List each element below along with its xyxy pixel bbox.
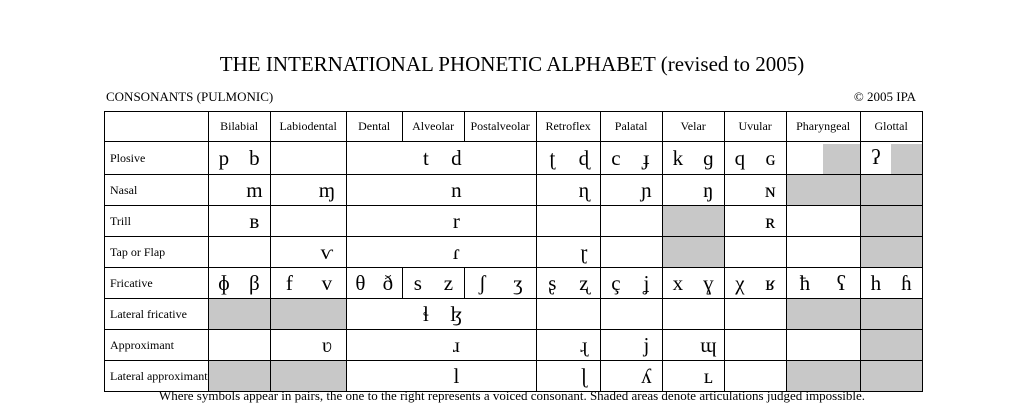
row-approximant — [105, 330, 923, 361]
row-label: Trill — [105, 206, 209, 237]
symbol-voiced: ɡ — [703, 145, 714, 170]
cell-tap-pharyngeal — [786, 237, 860, 268]
row-trill — [105, 206, 923, 237]
row-nasal — [105, 175, 923, 206]
cell-approximant-uvular — [724, 330, 786, 361]
consonant-table — [104, 111, 923, 392]
symbol-voiceless: x — [672, 270, 684, 295]
cell-fricative-postalveolar — [464, 268, 536, 299]
cell-fricative-glottal — [860, 268, 922, 299]
cell-fricative-retroflex — [536, 268, 600, 299]
cell-approximant-alveolar — [346, 330, 536, 361]
symbol-voiced: z — [443, 270, 454, 295]
symbol-voiced: ɲ — [641, 177, 652, 202]
row-lateral-fricative — [105, 299, 923, 330]
symbol-voiceless: c — [611, 145, 621, 170]
row-label: Fricative — [105, 268, 209, 299]
header-corner — [105, 112, 209, 142]
cell-nasal-retroflex — [536, 175, 600, 206]
row-plosive — [105, 142, 923, 175]
symbol-voiced: ʝ — [643, 270, 650, 295]
symbol-voiced: j — [643, 332, 650, 357]
symbol-voiced: ʎ — [641, 363, 652, 388]
cell-nasal-palatal — [600, 175, 662, 206]
symbol-voiceless: ʂ — [548, 270, 557, 295]
cell-lateral-fricative-palatal — [600, 299, 662, 330]
cell-approximant-labiodental — [270, 330, 346, 361]
symbol-voiced: ʒ — [513, 270, 523, 295]
symbol-voiced: ʟ — [703, 363, 713, 388]
cell-trill-velar — [662, 206, 724, 237]
symbol-voiced: r — [452, 208, 460, 233]
symbol-voiced: ⱱ — [320, 239, 334, 264]
col-velar: Velar — [662, 112, 724, 142]
col-dental: Dental — [346, 112, 402, 142]
symbol-voiced: ɢ — [765, 145, 776, 170]
cell-trill-palatal — [600, 206, 662, 237]
symbol-voiceless: ɬ — [422, 301, 429, 326]
symbol-voiced: ɱ — [318, 177, 336, 202]
cell-fricative-palatal — [600, 268, 662, 299]
col-glottal: Glottal — [860, 112, 922, 142]
copyright-notice: © 2005 IPA — [853, 89, 916, 104]
cell-tap-glottal — [860, 237, 922, 268]
cell-trill-bilabial — [208, 206, 270, 237]
symbol-voiced: d — [451, 145, 462, 170]
cell-approximant-velar — [662, 330, 724, 361]
symbol-voiced: ɣ — [703, 270, 714, 295]
cell-approximant-retroflex — [536, 330, 600, 361]
symbol-voiced: ʐ — [579, 270, 589, 295]
col-retroflex: Retroflex — [536, 112, 600, 142]
cell-lateral-fricative-alveolar — [346, 299, 536, 330]
row-label: Lateral fricative — [105, 299, 209, 330]
symbol-voiced: ɖ — [578, 145, 590, 170]
row-fricative — [105, 268, 923, 299]
cell-nasal-pharyngeal — [786, 175, 860, 206]
symbol-voiced: ʁ — [765, 270, 776, 295]
cell-lateral-fricative-velar — [662, 299, 724, 330]
symbol-voiced: β — [249, 270, 260, 295]
symbol-voiceless: ħ — [799, 270, 811, 295]
cell-lateral-fricative-uvular — [724, 299, 786, 330]
symbol-voiceless: h — [870, 270, 882, 295]
cell-nasal-alveolar — [346, 175, 536, 206]
section-label: CONSONANTS (PULMONIC) — [106, 89, 274, 104]
col-palatal: Palatal — [600, 112, 662, 142]
cell-approximant-palatal — [600, 330, 662, 361]
symbol-voiced: ɮ — [450, 301, 463, 326]
cell-approximant-pharyngeal — [786, 330, 860, 361]
row-label: Lateral approximant — [105, 361, 209, 392]
cell-trill-uvular — [724, 206, 786, 237]
symbol-voiced: ɰ — [700, 332, 717, 357]
cell-fricative-bilabial — [208, 268, 270, 299]
symbol-voiced — [891, 144, 922, 174]
symbol-voiced: m — [246, 177, 263, 202]
row-tap — [105, 237, 923, 268]
symbol-voiced: l — [453, 363, 460, 388]
cell-plosive-labiodental — [270, 142, 346, 175]
row-label: Tap or Flap — [105, 237, 209, 268]
cell-trill-labiodental — [270, 206, 346, 237]
cell-nasal-uvular — [724, 175, 786, 206]
symbol-voiceless: k — [672, 145, 684, 170]
symbol-voiceless: θ — [355, 270, 366, 295]
symbol-voiced: ʙ — [249, 208, 260, 233]
cell-plosive-velar — [662, 142, 724, 175]
cell-lateral-fricative-glottal — [860, 299, 922, 330]
symbol-voiceless: ʈ — [549, 145, 556, 170]
cell-fricative-dental — [346, 268, 402, 299]
symbol-voiceless: p — [218, 145, 230, 170]
symbol-voiced: ɭ — [580, 363, 587, 388]
symbol-voiceless: s — [413, 270, 422, 295]
cell-approximant-glottal — [860, 330, 922, 361]
cell-lateral-fricative-labiodental — [270, 299, 346, 330]
symbol-voiceless: q — [734, 145, 746, 170]
cell-tap-alveolar — [346, 237, 536, 268]
symbol-voiced: ɹ — [452, 332, 460, 357]
symbol-voiceless: f — [285, 270, 293, 295]
row-label: Plosive — [105, 142, 209, 175]
symbol-voiced: ɳ — [578, 177, 590, 202]
cell-plosive-pharyngeal — [786, 142, 860, 175]
cell-nasal-labiodental — [270, 175, 346, 206]
col-pharyngeal: Pharyngeal — [786, 112, 860, 142]
col-alveolar: Alveolar — [402, 112, 464, 142]
symbol-voiced: ɾ — [452, 239, 460, 264]
cell-nasal-bilabial — [208, 175, 270, 206]
cell-fricative-uvular — [724, 268, 786, 299]
cell-tap-labiodental — [270, 237, 346, 268]
cell-tap-palatal — [600, 237, 662, 268]
cell-nasal-velar — [662, 175, 724, 206]
cell-nasal-glottal — [860, 175, 922, 206]
cell-trill-alveolar — [346, 206, 536, 237]
cell-lateral-fricative-pharyngeal — [786, 299, 860, 330]
cell-lateral-fricative-bilabial — [208, 299, 270, 330]
cell-plosive-bilabial — [208, 142, 270, 175]
cell-tap-uvular — [724, 237, 786, 268]
symbol-voiced: ð — [382, 270, 394, 295]
row-label: Approximant — [105, 330, 209, 361]
cell-fricative-velar — [662, 268, 724, 299]
symbol-voiceless: χ — [735, 270, 745, 295]
col-uvular: Uvular — [724, 112, 786, 142]
symbol-voiced: ʀ — [765, 208, 776, 233]
cell-plosive-glottal — [860, 142, 922, 175]
symbol-voiced: b — [249, 145, 260, 170]
symbol-voiced: ɻ — [580, 332, 588, 357]
cell-plosive-alveolar — [346, 142, 536, 175]
symbol-voiced: ɦ — [901, 270, 912, 295]
symbol-voiced: ɟ — [642, 145, 650, 170]
symbol-voiceless: ç — [611, 270, 621, 295]
symbol-voiced: ɴ — [765, 177, 776, 202]
col-postalveolar: Postalveolar — [464, 112, 536, 142]
cell-approximant-bilabial — [208, 330, 270, 361]
cell-plosive-retroflex — [536, 142, 600, 175]
col-labiodental: Labiodental — [270, 112, 346, 142]
cell-tap-retroflex — [536, 237, 600, 268]
symbol-voiced: ɽ — [580, 239, 588, 264]
cell-trill-pharyngeal — [786, 206, 860, 237]
cell-plosive-palatal — [600, 142, 662, 175]
cell-trill-glottal — [860, 206, 922, 237]
symbol-voiced: ŋ — [703, 177, 714, 202]
symbol-voiced: v — [321, 270, 333, 295]
symbol-voiceless: ʔ — [871, 145, 881, 169]
symbol-voiced: ʋ — [321, 332, 332, 357]
header-row — [105, 112, 923, 142]
footnote: Where symbols appear in pairs, the one to the right represents a voiced consonant. Shaded areas denote articulations judged impossible. — [158, 388, 866, 403]
symbol-voiceless: t — [422, 145, 429, 170]
cell-plosive-uvular — [724, 142, 786, 175]
cell-trill-retroflex — [536, 206, 600, 237]
col-bilabial: Bilabial — [208, 112, 270, 142]
symbol-voiced: ʕ — [836, 270, 847, 295]
symbol-voiceless: ʃ — [478, 270, 486, 295]
cell-fricative-alveolar — [402, 268, 464, 299]
cell-fricative-labiodental — [270, 268, 346, 299]
row-label: Nasal — [105, 175, 209, 206]
cell-tap-velar — [662, 237, 724, 268]
symbol-voiced — [823, 144, 860, 174]
chart-title: THE INTERNATIONAL PHONETIC ALPHABET (revised to 2005) — [219, 52, 805, 76]
cell-fricative-pharyngeal — [786, 268, 860, 299]
cell-lateral-fricative-retroflex — [536, 299, 600, 330]
symbol-voiced: n — [451, 177, 462, 202]
cell-tap-bilabial — [208, 237, 270, 268]
symbol-voiceless: ɸ — [218, 270, 230, 295]
